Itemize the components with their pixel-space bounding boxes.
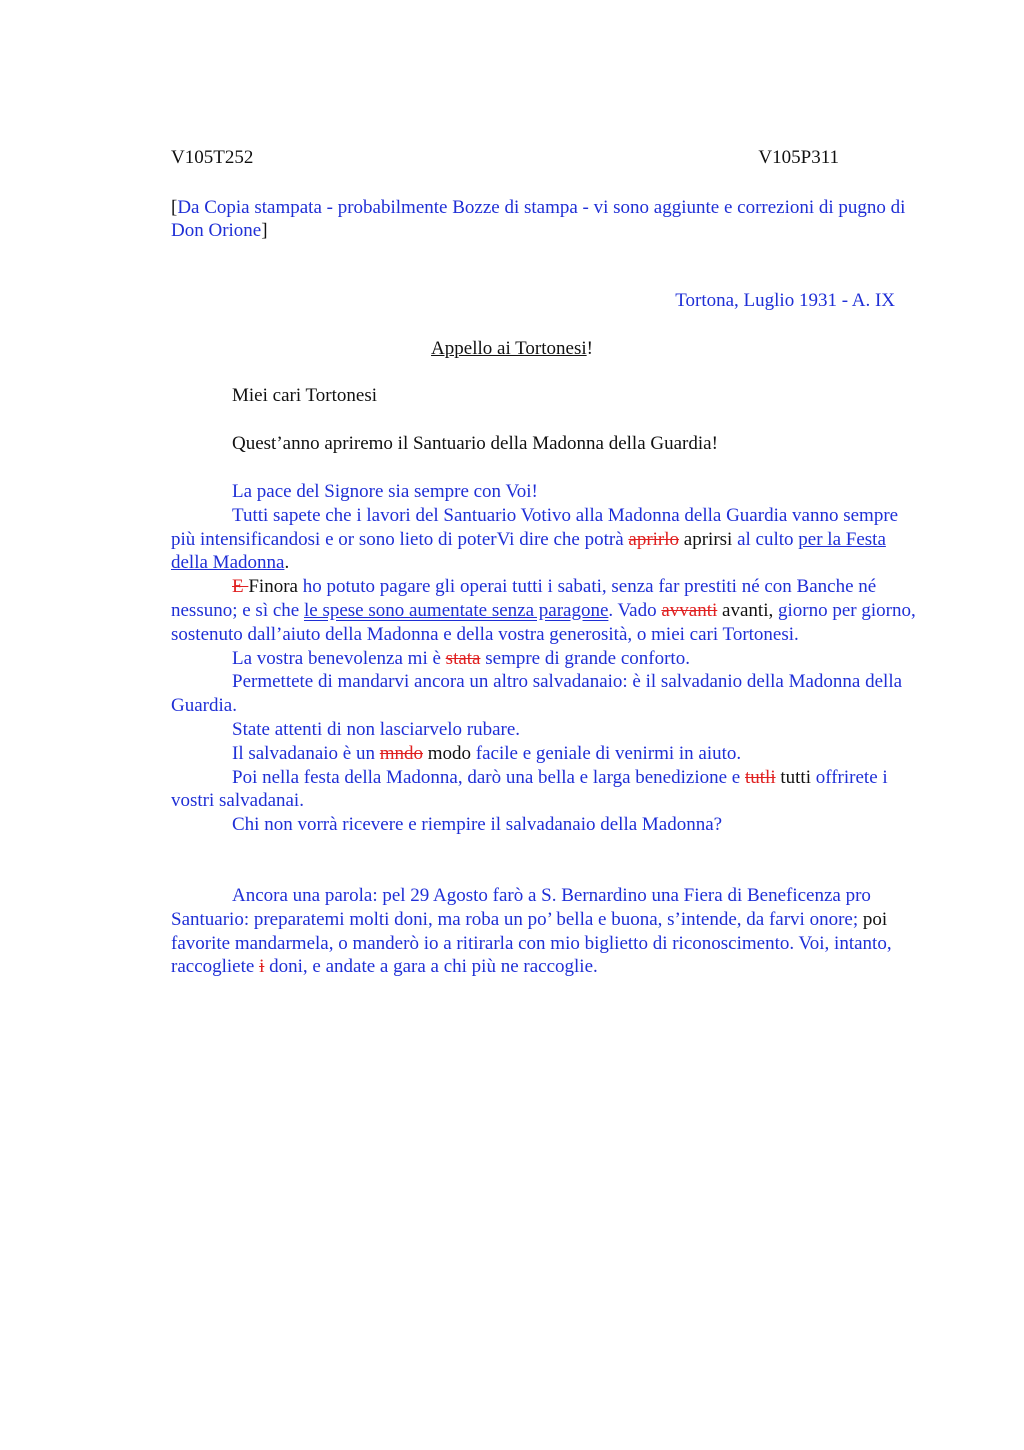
paragraph-10: Ancora una parola: pel 29 Agosto farò a S. Bernardino una Fiera di Beneficenza pro Santuario: preparatemi molti doni, ma roba un po’ bella e buona, s’intende, da farvi onore; poi favorite mandarmela, o manderò io a ritirarla con mio biglietto di riconoscimento. Voi, intanto, raccogliete i doni, e andate a gara a chi più ne raccoglie. bbox=[171, 885, 892, 978]
letter-date: Tortona, Luglio 1931 - A. IX bbox=[675, 290, 895, 311]
deletion: mndo bbox=[379, 742, 424, 764]
paragraph-9: Chi non vorrà ricevere e riempire il salvadanaio della Madonna? bbox=[232, 814, 723, 836]
paragraph-6: State attenti di non lasciarvelo rubare. bbox=[232, 718, 521, 740]
paragraph-3: E Finora ho potuto pagare gli operai tutti i sabati, senza far prestiti né con Banche né nessuno; e sì che le spese sono aumentate senza paragone. Vado avvanti avanti, giorno per giorno, sostenuto dall’aiuto della Madonna e della vostra generosità, o miei cari Tortonesi. bbox=[171, 576, 916, 645]
document-code-right: V105P311 bbox=[758, 147, 839, 168]
title-exclamation: ! bbox=[586, 338, 593, 359]
headline-text: Quest’anno apriremo il Santuario della Madonna della Guardia! bbox=[232, 433, 718, 454]
paragraph-2: Tutti sapete che i lavori del Santuario Votivo alla Madonna della Guardia vanno sempre più intensificandosi e or sono lieto di poterVi dire che potrà aprirlo aprirsi al culto per la Festa della Madonna. bbox=[171, 504, 899, 574]
title-text: Appello ai Tortonesi bbox=[431, 338, 587, 359]
paragraph-7: Il salvadanaio è un mndo modo facile e geniale di venirmi in aiuto. bbox=[232, 742, 742, 764]
source-note bbox=[171, 196, 916, 242]
paragraph-8: Poi nella festa della Madonna, darò una bella e larga benedizione e tutli tutti offrirete i vostri salvadanai. bbox=[171, 766, 888, 812]
deletion: E bbox=[232, 576, 249, 598]
salutation bbox=[171, 384, 916, 408]
underlined-text: per la Festa della Madonna bbox=[171, 528, 886, 574]
paragraph-5: Permettete di mandarvi ancora un altro salvadanaio: è il salvadanio della Madonna della Guardia. bbox=[171, 671, 903, 717]
deletion: stata bbox=[445, 647, 481, 669]
source-note-text: Da Copia stampata - probabilmente Bozze di stampa - vi sono aggiunte e correzioni di pugno di Don Orione bbox=[171, 197, 906, 241]
letter-title bbox=[0, 338, 1024, 360]
deletion: tutli bbox=[744, 766, 776, 788]
salutation-text: Miei cari Tortonesi bbox=[232, 385, 378, 406]
bracket-close: ] bbox=[261, 220, 268, 241]
deletion: aprirlo bbox=[628, 528, 680, 550]
deletion: i bbox=[259, 956, 265, 978]
double-underlined-text: le spese sono aumentate senza paragone bbox=[303, 599, 609, 621]
paragraph-1: La pace del Signore sia sempre con Voi! bbox=[232, 481, 538, 502]
headline bbox=[171, 432, 916, 456]
bracket-open: [ bbox=[171, 197, 178, 218]
document-code-left: V105T252 bbox=[171, 147, 254, 168]
deletion: avvanti bbox=[661, 599, 718, 621]
paragraph-4: La vostra benevolenza mi è stata sempre di grande conforto. bbox=[232, 647, 690, 669]
body-text bbox=[171, 480, 916, 837]
